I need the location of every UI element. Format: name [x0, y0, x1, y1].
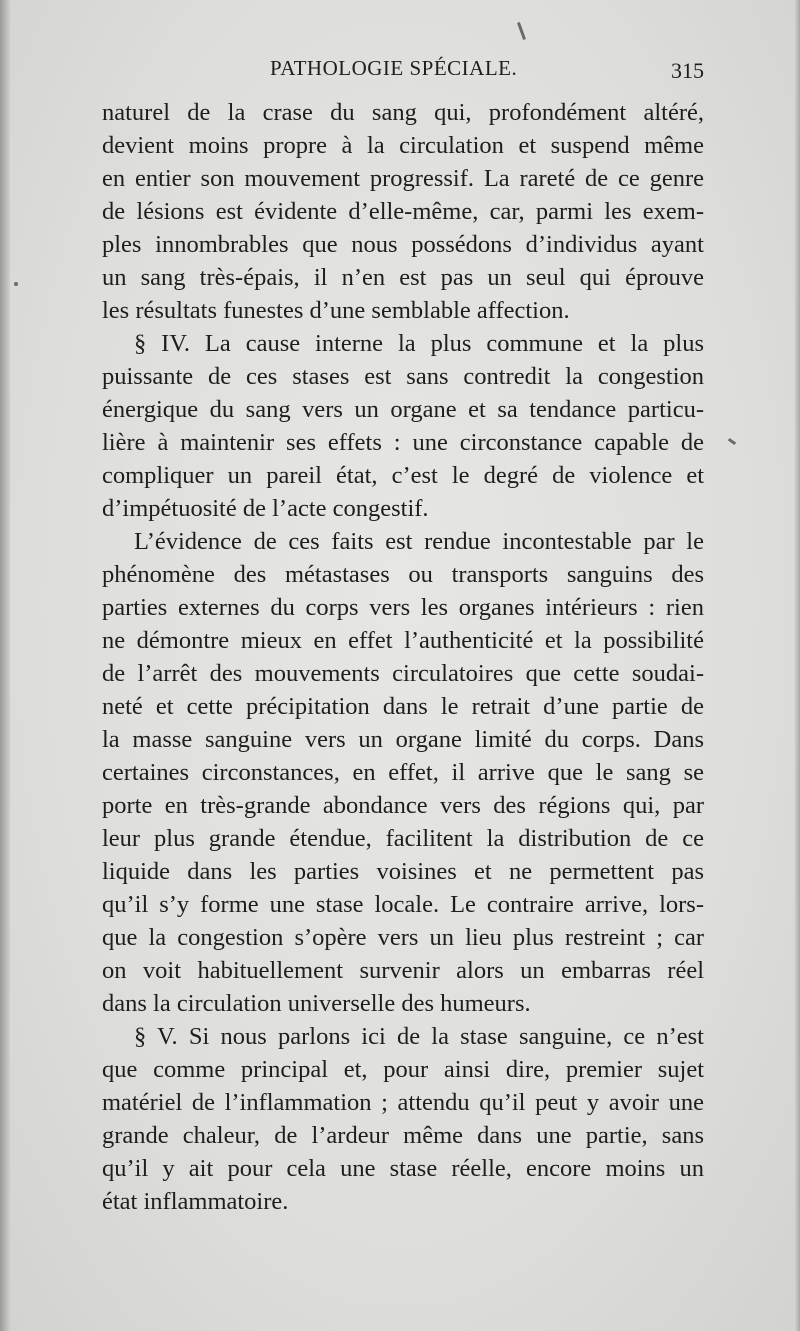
- page-number: 315: [671, 58, 704, 83]
- text-line: naturel de la crase du sang qui, profondément altéré,: [102, 99, 704, 126]
- ink-speck: [728, 438, 736, 445]
- text-line: dans la circulation universelle des humeurs.: [102, 990, 531, 1017]
- text-line: devient moins propre à la circulation et suspend même: [102, 132, 704, 159]
- text-line: leur plus grande étendue, facilitent la distribution de ce: [102, 825, 704, 852]
- text-line: les résultats funestes d’une semblable affection.: [102, 297, 570, 324]
- text-line: ples innombrables que nous possédons d’individus ayant: [102, 231, 704, 258]
- text-line: en entier son mouvement progressif. La rareté de ce genre: [102, 165, 704, 192]
- text-line: un sang très-épais, il n’en est pas un seul qui éprouve: [102, 264, 704, 291]
- running-title: PATHOLOGIE SPÉCIALE.: [270, 56, 518, 80]
- text-line: grande chaleur, de l’ardeur même dans une partie, sans: [102, 1122, 704, 1149]
- page-header: [102, 56, 706, 90]
- page-edge-right: [794, 0, 800, 1331]
- text-line: phénomène des métastases ou transports sanguins des: [102, 561, 704, 588]
- text-line: compliquer un pareil état, c’est le degré de violence et: [102, 462, 704, 489]
- text-line: neté et cette précipitation dans le retrait d’une partie de: [102, 693, 704, 720]
- text-line: certaines circonstances, en effet, il arrive que le sang se: [102, 759, 704, 786]
- text-line: que comme principal et, pour ainsi dire, premier sujet: [102, 1056, 704, 1083]
- ink-speck: [517, 22, 526, 40]
- text-line: qu’il y ait pour cela une stase réelle, encore moins un: [102, 1155, 704, 1182]
- text-line: d’impétuosité de l’acte congestif.: [102, 495, 429, 522]
- text-line: § V. Si nous parlons ici de la stase sanguine, ce n’est: [134, 1023, 704, 1050]
- text-line: liquide dans les parties voisines et ne permettent pas: [102, 858, 704, 885]
- text-line: porte en très-grande abondance vers des régions qui, par: [102, 792, 704, 819]
- text-line: de lésions est évidente d’elle-même, car, parmi les exem-: [102, 198, 704, 225]
- text-line: L’évidence de ces faits est rendue incontestable par le: [134, 528, 704, 555]
- text-line: état inflammatoire.: [102, 1188, 289, 1215]
- text-line: la masse sanguine vers un organe limité du corps. Dans: [102, 726, 704, 753]
- page-edge-left: [0, 0, 10, 1331]
- text-line: matériel de l’inflammation ; attendu qu’il peut y avoir une: [102, 1089, 704, 1116]
- text-line: énergique du sang vers un organe et sa tendance particu-: [102, 396, 704, 423]
- text-line: que la congestion s’opère vers un lieu plus restreint ; car: [102, 924, 704, 951]
- text-line: on voit habituellement survenir alors un embarras réel: [102, 957, 704, 984]
- text-line: de l’arrêt des mouvements circulatoires que cette soudai-: [102, 660, 704, 687]
- text-line: lière à maintenir ses effets : une circonstance capable de: [102, 429, 704, 456]
- text-line: parties externes du corps vers les organes intérieurs : rien: [102, 594, 704, 621]
- text-line: § IV. La cause interne la plus commune et la plus: [134, 330, 704, 357]
- body-text: [102, 96, 704, 1218]
- ink-speck: [14, 282, 18, 286]
- text-line: ne démontre mieux en effet l’authenticité et la possibilité: [102, 627, 704, 654]
- text-line: qu’il s’y forme une stase locale. Le contraire arrive, lors-: [102, 891, 704, 918]
- text-line: puissante de ces stases est sans contredit la congestion: [102, 363, 704, 390]
